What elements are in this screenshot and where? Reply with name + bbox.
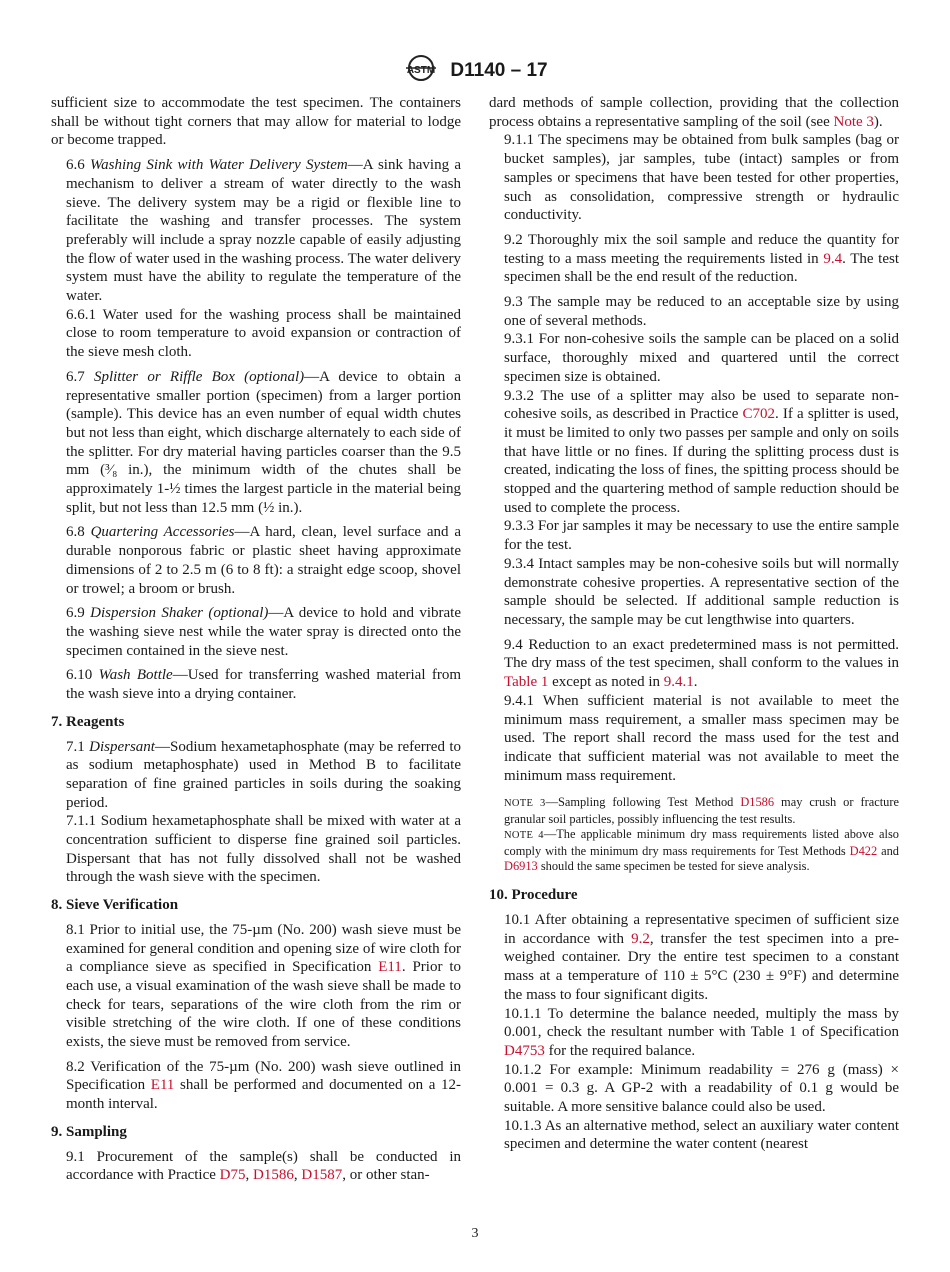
paragraph-6-9: 6.9 Dispersion Shaker (optional)—A device to hold and vibrate the washing sieve nest while the water spray is directed onto the specimen contained in the sieve nest. xyxy=(66,605,461,659)
paragraph-9-3-3: 9.3.3 For jar samples it may be necessary to use the entire sample for the test. xyxy=(504,518,899,554)
document-designation: D1140 – 17 xyxy=(450,59,548,81)
paragraph-9-3-2: 9.3.2 The use of a splitter may also be used to separate non-cohesive soils, as described in Practice C702. If a splitter is used, it must be limited to only two passes per sample and only on soils that have little or no fines. If during the splitting process dust is created, indicating the loss of fines, the spitting process should be stopped and the quartering method of sample reduction should be used to complete the process. xyxy=(504,387,899,516)
reference-link-c702[interactable]: C702 xyxy=(742,406,776,423)
astm-logo-icon xyxy=(402,54,440,87)
reference-link-d6913[interactable]: D6913 xyxy=(504,858,538,873)
section-heading-sampling: 9. Sampling xyxy=(51,1123,127,1140)
paragraph-8-2: 8.2 Verification of the 75-µm (No. 200) wash sieve outlined in Specification E11 shall be performed and documented on a 12-month interval. xyxy=(66,1058,462,1113)
paragraph-6-6: 6.6 Washing Sink with Water Delivery System—A sink having a mechanism to deliver a stream of water directly to the wash sieve. The delivery system may be a rigid or flexible line to facilitate the washing and transfer processes. The system preferably will include a spray nozzle capable of easily adjusting the flow of water used in the washing process. The water delivery system must have the ability to regulate the temperature of the water. xyxy=(66,157,461,305)
svg-text:ASTM: ASTM xyxy=(407,65,436,76)
paragraph-10-1-3: 10.1.3 As an alternative method, select an auxiliary water content specimen and determine the water content (nearest xyxy=(504,1117,899,1153)
paragraph-9-3: 9.3 The sample may be reduced to an acceptable size by using one of several methods. xyxy=(504,294,899,329)
paragraph-7-1: 7.1 Dispersant—Sodium hexametaphosphate (may be referred to as sodium metaphosphate) used in Method B to facilitate separation of fine grained particles in soils during the soaking period. xyxy=(66,738,461,811)
reference-link-d75[interactable]: D75 xyxy=(219,1167,246,1184)
page-header xyxy=(0,54,950,87)
paragraph-9-1-1: 9.1.1 The specimens may be obtained from bulk samples (bag or bucket samples), jar samples, tube (intact) samples or from samples or specimens that have been tested for other properties, such as consolidation, compressive strength or hydraulic conductivity. xyxy=(504,132,899,224)
left-column xyxy=(51,94,461,1185)
reference-link-note-3[interactable]: Note 3 xyxy=(833,113,874,130)
paragraph-10-1-2: 10.1.2 For example: Minimum readability = 276 g (mass) × 0.001 = 0.3 g. A GP-2 with a readability of 0.1 g would be suitable. A more sensitive balance could also be used. xyxy=(504,1061,899,1116)
paragraph-10-1: 10.1 After obtaining a representative specimen of sufficient size in accordance with 9.2, transfer the test specimen into a pre-weighed container. Dry the entire test specimen to a constant mass at a temperature of 110 ± 5°C (230 ± 9°F) and determine the mass to four significant digits. xyxy=(504,912,900,1003)
reference-link-9-2[interactable]: 9.2 xyxy=(631,930,650,947)
note-3: NOTE 3—Sampling following Test Method D1586 may crush or fracture granular soil particles, possibly influencing the test results. xyxy=(504,795,899,826)
paragraph-6-8: 6.8 Quartering Accessories—A hard, clean, level surface and a durable nonporous fabric or plastic sheet having approximate dimensions of 2 to 2.5 m (6 to 8 ft): a straight edge scoop, shovel or trowel; a broom or brush. xyxy=(66,524,461,597)
reference-link-9-4[interactable]: 9.4 xyxy=(823,250,843,267)
reference-link-d4753[interactable]: D4753 xyxy=(504,1042,545,1059)
reference-link-d1586[interactable]: D1586 xyxy=(253,1167,294,1184)
paragraph-9-3-4: 9.3.4 Intact samples may be non-cohesive soils but will normally demonstrate cohesive properties. A representative section of the sample should be selected. If additional sample reduction is necessary, the sample may be cut lengthwise into quarters. xyxy=(504,555,899,628)
section-heading-reagents: 7. Reagents xyxy=(51,713,125,730)
section-heading-sieve-verification: 8. Sieve Verification xyxy=(51,897,179,914)
paragraph-9-4-1: 9.4.1 When sufficient material is not available to meet the minimum mass requirement, a smaller mass specimen may be used. The report shall record the mass used for the test and indicate that sufficient material was not available to meet the minimum mass requirement. xyxy=(504,692,899,784)
paragraph-9-4: 9.4 Reduction to an exact predetermined mass is not permitted. The dry mass of the test specimen, shall conform to the values in Table 1 except as noted in 9.4.1. xyxy=(504,636,899,691)
paragraph-10-1-1: 10.1.1 To determine the balance needed, multiply the mass by 0.001, check the resultant number with Table 1 of Specification D4753 for the required balance. xyxy=(504,1005,899,1059)
paragraph-8-1: 8.1 Prior to initial use, the 75-µm (No. 200) wash sieve must be examined for general condition and opening size of wire cloth for a compliance sieve as specified in Specification E11. Prior to each use, a visual examination of the wash sieve shall be made to check for tears, separations of the wire cloth from the rim or visible stretching of the wire cloth. If one of these conditions exists, the sieve must be removed from service. xyxy=(66,921,461,1051)
paragraph-6-6-1: 6.6.1 Water used for the washing process shall be maintained close to room temperature to avoid expansion or contraction of the sieve mesh cloth. xyxy=(66,306,461,361)
reference-link-table-1[interactable]: Table 1 xyxy=(504,674,549,691)
reference-link-d1586[interactable]: D1586 xyxy=(740,795,775,810)
reference-link-d1587[interactable]: D1587 xyxy=(301,1167,343,1184)
section-heading-procedure: 10. Procedure xyxy=(489,887,578,904)
paragraph-9-1: 9.1 Procurement of the sample(s) shall be conducted in accordance with Practice D75, D1586, D1587, or other stan- xyxy=(66,1148,461,1184)
paragraph-6-10: 6.10 Wash Bottle—Used for transferring washed material from the wash sieve into a drying container. xyxy=(66,667,461,703)
page-number: 3 xyxy=(471,1226,479,1241)
reference-link-d422[interactable]: D422 xyxy=(849,843,878,858)
paragraph-9-2: 9.2 Thoroughly mix the soil sample and reduce the quantity for testing to a mass meeting the requirements listed in 9.4. The test specimen shall be the end result of the reduction. xyxy=(504,231,899,286)
paragraph-9-1-cont: dard methods of sample collection, providing that the collection process obtains a representative sampling of the soil (see Note 3). xyxy=(489,95,899,130)
reference-link-9-4-1[interactable]: 9.4.1 xyxy=(663,674,694,691)
right-column xyxy=(489,94,899,1154)
paragraph-container-cont: sufficient size to accommodate the test specimen. The containers shall be without tight corners that may allow for material to lodge or become trapped. xyxy=(51,95,461,149)
note-4: NOTE 4—The applicable minimum dry mass requirements listed above also comply with the minimum dry mass requirements for Test Methods D422 and D6913 should the same specimen be tested for sieve analysis. xyxy=(504,827,899,873)
paragraph-6-7: 6.7 Splitter or Riffle Box (optional)—A device to obtain a representative smaller portion (specimen) from a larger portion (sample). This device has an even number of equal width chutes but not less than eight, which discharge alternately to each side of the splitter. For dry material having particles coarser than the 9.5 mm (³⁄₈ in.), the minimum width of the chutes shall be approximately 1-½ times the largest particle in the material being split, but not less than 12.5 mm (½ in.). xyxy=(66,368,461,516)
paragraph-9-3-1: 9.3.1 For non-cohesive soils the sample can be placed on a solid surface, thoroughly mixed and quartered until the correct specimen size is obtained. xyxy=(504,331,899,385)
reference-link-e11[interactable]: E11 xyxy=(150,1077,175,1094)
reference-link-e11[interactable]: E11 xyxy=(378,959,402,976)
paragraph-7-1-1: 7.1.1 Sodium hexametaphosphate shall be mixed with water at a concentration sufficient to disperse fine grained soil particles. Dispersant that has not fully dissolved shall not be washed through the wash sieve with the specimen. xyxy=(66,813,461,886)
